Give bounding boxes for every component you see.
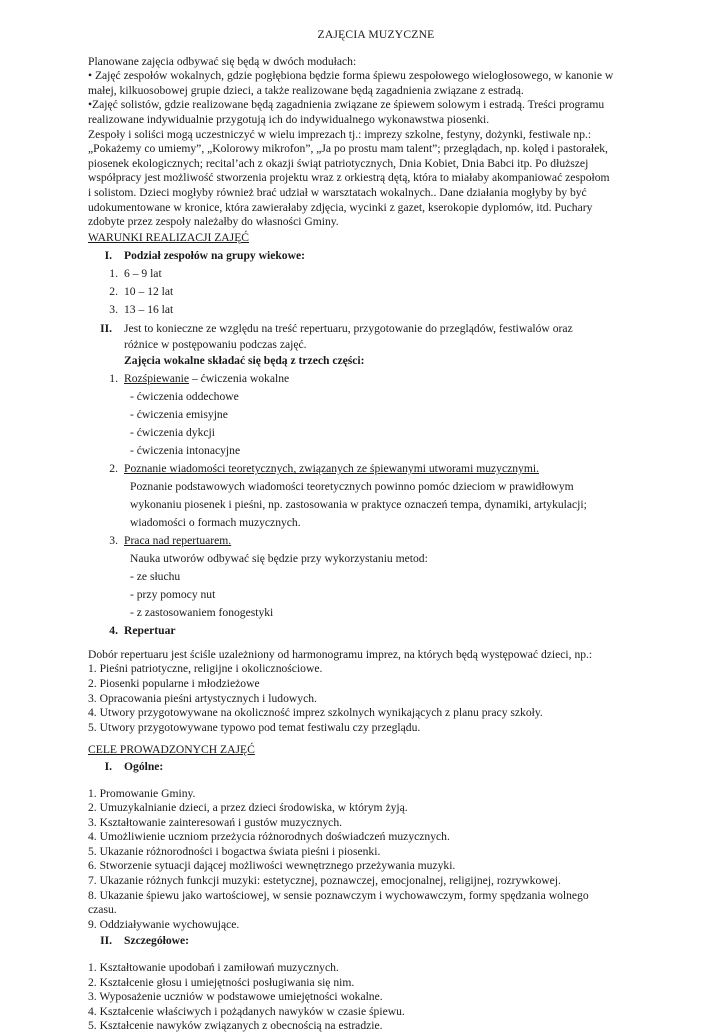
goal-item: 1. Kształtowanie upodobań i zamiłowań muzycznych.: [88, 961, 339, 975]
goal-item: 5. Ukazanie różnorodności i bogactwa świata pieśni i piosenki.: [88, 844, 381, 858]
item-number: 2.: [109, 462, 118, 476]
goals-general-list: [88, 787, 664, 933]
item-number: 4.: [109, 624, 118, 638]
repertoire-item: 3. Opracowania pieśni artystycznych i ludowych.: [88, 691, 317, 705]
parts-title: Zajęcia wokalne składać się będą z trzech części:: [124, 354, 365, 368]
goals-detailed-header: [88, 934, 664, 949]
intro-section: [88, 55, 664, 230]
exercise-item: - ćwiczenia dykcji: [130, 426, 215, 440]
goal-item: 9. Oddziaływanie wychowujące.: [88, 917, 240, 931]
intro-line: małej, kilkuosobowej grupie dzieci, a także realizowane będą zagadnienia związane z estradą.: [88, 83, 524, 97]
part-heading: Poznanie wiadomości teoretycznych, związanych ze śpiewanymi utworami muzycznymi.: [124, 462, 539, 476]
intro-line: współpracy jest możliwość stworzenia projektu wraz z orkiestrą dętą, która to miałaby akompaniować zespołom: [88, 171, 610, 185]
part-text: [124, 371, 664, 387]
warunki-heading: WARUNKI REALIZACJI ZAJĘĆ: [88, 230, 250, 244]
part-description: wiadomości o formach muzycznych.: [130, 516, 301, 530]
spacer: [88, 640, 664, 648]
repertoire-intro: Dobór repertuaru jest ściśle uzależniony od harmonogramu imprez, na których będą występować dzieci, np.:: [88, 647, 593, 661]
goals-heading: CELE PROWADZONYCH ZAJĘĆ: [88, 743, 255, 757]
intro-line: zdobyte przez zespoły należałby do własności Gminy.: [88, 215, 339, 229]
method-item: - przy pomocy nut: [130, 588, 216, 602]
item-text: 13 – 16 lat: [124, 303, 174, 317]
warunki-sec2-header: [88, 321, 664, 370]
intro-line: •Zajęć solistów, gdzie realizowane będą zagadnienia związane ze śpiewem solowym i estradą. Treści programu: [88, 98, 605, 112]
item-number: 3.: [109, 303, 118, 317]
warunki-sec1-header: [88, 248, 664, 264]
part-description: Poznanie podstawowych wiadomości teoretycznych powinno pomóc dzieciom w prawidłowym: [130, 480, 574, 494]
exercise-item: - ćwiczenia oddechowe: [130, 390, 239, 404]
part-heading: Repertuar: [124, 624, 176, 638]
roman-numeral: I.: [104, 759, 112, 773]
part-heading: Rozśpiewanie: [124, 372, 190, 386]
sec2-text: [124, 321, 664, 370]
intro-line: „Pokażemy co umiemy”, „Kolorowy mikrofon”, „Ja po prostu mam talent”; przeglądach, np. kolęd i pastorałek,: [88, 142, 608, 156]
goal-item: 8. Ukazanie śpiewu jako wartościowej, w sensie poznawczym i wychowawczym, formy spędzania wolnego: [88, 888, 589, 902]
exercise-item: - ćwiczenia intonacyjne: [130, 444, 241, 458]
item-text: 10 – 12 lat: [124, 285, 174, 299]
goals-detailed-list: [88, 961, 664, 1034]
goal-item: 1. Promowanie Gminy.: [88, 786, 196, 800]
item-text: 6 – 9 lat: [124, 267, 162, 281]
roman-numeral: I.: [104, 249, 112, 263]
spacer: [88, 775, 664, 787]
exercise-item: - ćwiczenia emisyjne: [130, 408, 228, 422]
sec2-line: różnice w postępowaniu podczas zajęć.: [124, 337, 307, 351]
goal-item: 5. Kształcenie nawyków związanych z obecnością na estradzie.: [88, 1019, 383, 1033]
part-item: [88, 371, 664, 387]
part-heading: Praca nad repertuarem.: [124, 534, 232, 548]
goal-item: 3. Wyposażenie uczniów w podstawowe umiejętności wokalne.: [88, 990, 383, 1004]
part-heading-rest: – ćwiczenia wokalne: [189, 372, 290, 386]
goal-item: 7. Ukazanie różnych funkcji muzyki: estetycznej, poznawczej, emocjonalnej, religijnej, rozrywkowej.: [88, 874, 561, 888]
intro-line: • Zajęć zespołów wokalnych, gdzie pogłębiona będzie forma śpiewu zespołowego wielogłosowego, w kanonie w: [88, 69, 614, 83]
intro-line: piosenek ekologicznych; recital’ach z okazji świąt patriotycznych, Dnia Kobiet, Dnia Babci itp. Po dłuższej: [88, 156, 589, 170]
method-item: - z zastosowaniem fonogestyki: [130, 606, 274, 620]
intro-line: Zespoły i soliści mogą uczestniczyć w wielu imprezach tj.: imprezy szkolne, festyny, dożynki, festiwale np.:: [88, 127, 592, 141]
repertoire-section: [88, 648, 664, 736]
goal-item: 2. Umuzykalnianie dzieci, a przez dzieci środowiska, w którym żyją.: [88, 801, 408, 815]
part-description: wykonaniu piosenek i pieśni, np. zastosowania w praktyce oznaczeń tempa, dynamiki, artykulacji;: [130, 498, 587, 512]
goal-item: 4. Kształcenie właściwych i pożądanych nawyków w czasie śpiewu.: [88, 1004, 405, 1018]
item-number: 1.: [109, 267, 118, 281]
part-item: [88, 461, 664, 477]
age-group-item: [88, 302, 664, 318]
spacer: [88, 949, 664, 961]
item-number: 1.: [109, 372, 118, 386]
sec1-title: Podział zespołów na grupy wiekowe:: [124, 249, 305, 263]
repertoire-item: 4. Utwory przygotowywane na okoliczność imprez szkolnych wynikających z planu pracy szkoły.: [88, 706, 543, 720]
item-number: 2.: [109, 285, 118, 299]
sec2-line: Jest to konieczne ze względu na treść repertuaru, przygotowanie do przeglądów, festiwalów oraz: [124, 321, 573, 335]
goal-item: 6. Stworzenie sytuacji dającej możliwości wewnętrznego przeżywania muzyki.: [88, 859, 456, 873]
goal-item: 4. Umożliwienie uczniom przeżycia różnorodnych doświadczeń muzycznych.: [88, 830, 450, 844]
part-item: [88, 533, 664, 549]
age-group-item: [88, 284, 664, 300]
intro-line: realizowane indywidualnie przygotują ich do indywidualnego wykonawstwa piosenki.: [88, 112, 490, 126]
goals-general-header: [88, 760, 664, 775]
age-group-item: [88, 266, 664, 282]
repertoire-item: 5. Utwory przygotowywane typowo pod temat festiwalu czy przeglądu.: [88, 720, 421, 734]
document-title: ZAJĘCIA MUZYCZNE: [317, 28, 435, 41]
roman-numeral: II.: [100, 321, 112, 335]
method-item: - ze słuchu: [130, 570, 181, 584]
part-description: Nauka utworów odbywać się będzie przy wykorzystaniu metod:: [130, 552, 428, 566]
repertoire-item: 1. Pieśni patriotyczne, religijne i okolicznościowe.: [88, 662, 323, 676]
goal-item: 3. Kształtowanie zainteresowań i gustów muzycznych.: [88, 815, 343, 829]
goals-detailed-title: Szczegółowe:: [124, 934, 190, 948]
roman-numeral: II.: [100, 934, 112, 948]
goals-general-title: Ogólne:: [124, 759, 164, 773]
intro-line: i solistom. Dzieci mogłyby również brać udział w warsztatach wokalnych.. Dane działania mogłyby by być: [88, 185, 587, 199]
part-item: [88, 623, 664, 639]
goals-section: [88, 743, 664, 1034]
item-number: 3.: [109, 534, 118, 548]
goal-item: 2. Kształcenie głosu i umiejętności posługiwania się nim.: [88, 975, 355, 989]
warunki-section: [88, 230, 664, 640]
repertoire-item: 2. Piosenki popularne i młodzieżowe: [88, 676, 260, 690]
intro-line: udokumentowane w kronice, która zawierałaby zdjęcia, wycinki z gazet, kserokopie dyplomów, itd. Puchary: [88, 200, 593, 214]
intro-line: Planowane zajęcia odbywać się będą w dwóch modułach:: [88, 54, 357, 68]
goal-item: czasu.: [88, 903, 117, 917]
